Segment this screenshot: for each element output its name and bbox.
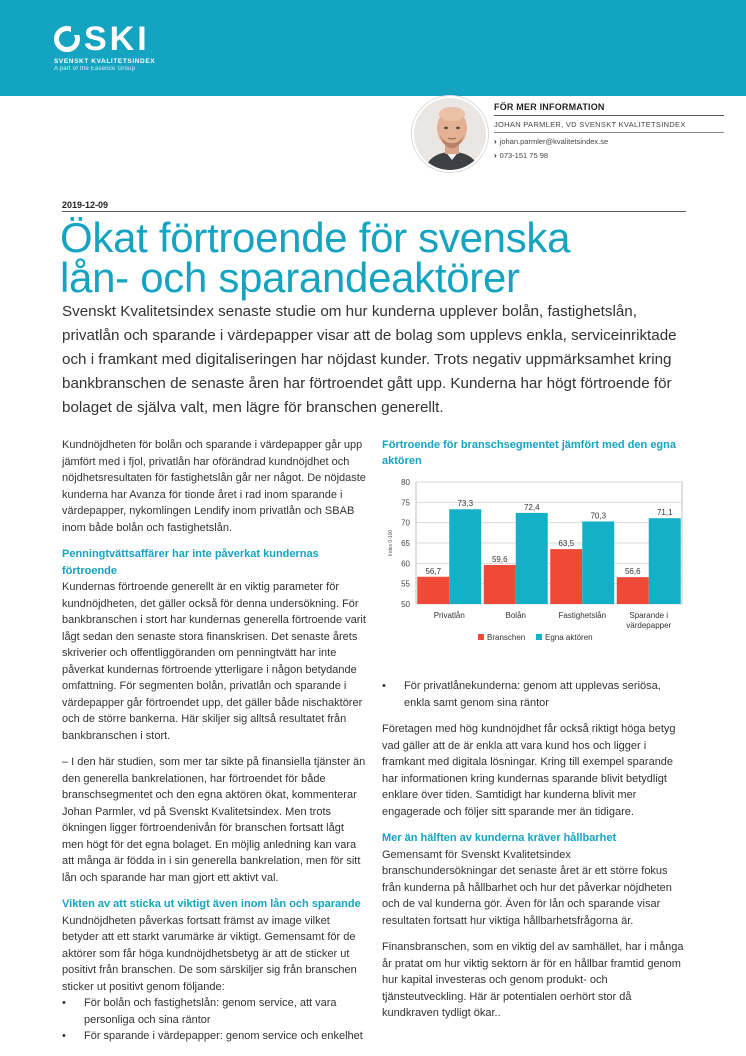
logo-subtitle: SVENSKT KVALITETSINDEX xyxy=(54,58,156,65)
legend-label: Egna aktören xyxy=(545,633,593,642)
y-tick-label: 60 xyxy=(401,559,410,569)
data-label: 63,5 xyxy=(558,539,575,549)
list-item xyxy=(62,1028,366,1045)
paragraph: Kundnöjdheten påverkas fortsatt främst av image vilket betyder att ett starkt varumärke är viktigt. Gemensamt för de aktörer som får höga kundnöjdhetsbetyg är att de sticker ut positivt från branschen. De som särskiljer sig från branschen sticker ut positivt genom följande: xyxy=(62,914,357,993)
legend-label: Branschen xyxy=(487,633,526,642)
section-heading: Vikten av att sticka ut viktigt även inom lån och sparande xyxy=(62,898,361,910)
list-item-text: För bolån och fastighetslån: genom service, att vara personliga och sina räntor xyxy=(84,997,337,1026)
data-label: 56,7 xyxy=(425,566,442,576)
x-tick-label: Sparande i xyxy=(629,611,669,620)
lead-paragraph: Svenskt Kvalitetsindex senaste studie om hur kunderna upplever bolån, fastighetslån, privatlån och sparande i värdepapper visar att de bolag som upplevs enkla, serviceinriktade och i framkant med digitaliseringen har nöjdast kunder. Trots negativ uppmärksamhet kring bankbranschen de senaste åren har förtroendet gått upp. Kunderna har högt förtroende för bolaget de själva valt, men lägre för branschen generellt. xyxy=(62,303,677,416)
logo-text: SKI xyxy=(84,20,150,58)
data-label: 70,3 xyxy=(590,511,607,521)
list-item-text: För privatlånekunderna: genom att upplevas seriösa, enkla samt genom sina räntor xyxy=(404,680,661,709)
data-label: 59,6 xyxy=(491,554,508,564)
list-item xyxy=(382,678,686,711)
y-axis-label: Index 0-100 xyxy=(388,529,394,557)
publication-date: 2019-12-09 xyxy=(62,200,109,210)
paragraph: Finansbranschen, som en viktig del av samhället, har i många år pratat om hur viktig sektorn är för en hållbar framtid genom hur kapital investeras och genom produkt- och tjänsteutveckling. Här är potentialen oerhört stor då kundkraven tydligt ökar.. xyxy=(382,941,684,1019)
bullet-icon: • xyxy=(62,997,66,1009)
bar-branschen xyxy=(417,577,449,604)
y-tick-label: 55 xyxy=(401,579,410,589)
y-tick-label: 65 xyxy=(401,539,410,548)
logo-tagline: A part of the Easence Group xyxy=(54,66,136,72)
bar-branschen xyxy=(550,549,582,604)
contact-phone-row xyxy=(494,150,724,161)
chevron-right-icon: › xyxy=(494,137,497,146)
portrait-image xyxy=(414,98,488,172)
paragraph: Kundernas förtroende generellt är en viktig parameter för kundnöjdheten, det gäller också för denna undersökning. För bankbranschen i stort har kundernas generella förtroende varit lågt sedan den senaste stora finanskrisen. Det senaste årets skriverier och offentliggöranden om penningtvätt har inte påverkat kundernas förtroende ytterligare i någon betydande omfattning. För segmenten bolån, privatlån och sparande i värdepapper går förtroendet upp, det gäller både nischaktörer och de större bankerna. Här skiljer sig alltså resultatet från bankbranschen i stort. xyxy=(62,581,366,742)
bar-egna-aktoren xyxy=(516,513,548,604)
bar-branschen xyxy=(484,565,516,604)
bar-egna-aktoren xyxy=(582,521,614,604)
bullet-icon: • xyxy=(382,680,386,692)
chevron-right-icon: › xyxy=(494,151,497,160)
legend-swatch xyxy=(536,634,542,640)
list-item xyxy=(62,995,366,1028)
logo-wordmark xyxy=(54,22,155,56)
contact-heading: FÖR MER INFORMATION xyxy=(494,101,724,116)
section-heading: Penningtvättsaffärer har inte påverkat kundernas förtroende xyxy=(62,548,319,577)
data-label: 73,3 xyxy=(457,499,474,509)
data-label: 72,4 xyxy=(523,502,540,512)
bullet-icon: • xyxy=(62,1030,66,1042)
divider xyxy=(62,211,686,212)
logo-ring-icon xyxy=(54,26,80,52)
left-column xyxy=(62,437,366,1045)
legend-swatch xyxy=(478,634,484,640)
y-tick-label: 50 xyxy=(401,600,410,609)
contact-name: JOHAN PARMLER, VD SVENSKT KVALITETSINDEX xyxy=(494,119,724,133)
paragraph: Företagen med hög kundnöjdhet får också riktigt höga betyg vad gäller att de är enkla att vara kund hos och ligger i framkant med digitala lösningar. Kring till exempel sparande har informationen kring kundernas sparande blivit betydligt enklare över tiden. Samtidigt har kunderna blivit mer engagerade och följer sitt sparande mer än tidigare. xyxy=(382,723,676,818)
bar-egna-aktoren xyxy=(649,518,681,604)
right-column xyxy=(382,678,686,1032)
title-line-1: Ökat förtroende för svenska xyxy=(60,214,571,261)
x-tick-label: värdepapper xyxy=(626,621,672,630)
page-title xyxy=(60,214,700,301)
bar-egna-aktoren xyxy=(449,509,481,604)
x-tick-label: Fastighetslån xyxy=(558,611,607,620)
paragraph: Kundnöjdheten för bolån och sparande i värdepapper går upp jämfört med i fjol, privatlån har oförändrad kundnöjdhet och nöjdhetsresultaten för fastighetslån går ner något. De nöjdaste kunderna har Avanza för tionde året i rad inom sparande i värdepapper, nykomlingen Lendify inom privatlån och SBAB inom både bolån och fastighetslån. xyxy=(62,439,366,534)
y-tick-label: 70 xyxy=(401,518,410,528)
contact-email[interactable]: johan.parmler@kvalitetsindex.se xyxy=(499,137,609,146)
trust-bar-chart xyxy=(382,474,686,676)
section-heading: Mer än hälften av kunderna kräver hållbarhet xyxy=(382,832,617,844)
chart-svg xyxy=(382,474,686,676)
y-tick-label: 75 xyxy=(401,498,410,508)
y-tick-label: 80 xyxy=(401,478,410,487)
contact-photo xyxy=(412,96,488,172)
data-label: 71,1 xyxy=(656,508,673,518)
x-tick-label: Privatlån xyxy=(433,611,465,620)
contact-phone: 073-151 75 98 xyxy=(499,151,549,160)
contact-email-row[interactable] xyxy=(494,136,724,147)
paragraph: Gemensamt för Svenskt Kvalitetsindex branschundersökningar det senaste året är ett större fokus från kunderna på hållbarhet och hur det påverkar nöjdheten och de val kunderna gör. Även för lån och sparande visar resultaten fortsatt hur viktiga hållbarhetsfrågorna är. xyxy=(382,848,672,927)
ski-logo xyxy=(54,22,155,72)
chart-title: Förtroende för branschsegmentet jämfört med den egna aktören xyxy=(382,439,676,467)
bar-branschen xyxy=(617,577,649,604)
paragraph: – I den här studien, som mer tar sikte på finansiella tjänster än den generella bankrelationen, har förtroendet för både branschsegmentet och den egna aktören ökat, kommenterar Johan Parmler, vd på Svenskt Kvalitetsindex. Men trots ökningen ligger förtroendenivån för branschen fortsatt lågt men högt för det egna bolaget. En möjlig anledning kan vara att många är födda in i sin generella bankrelation, men för sitt lån och sparande har man gjort ett aktivt val. xyxy=(62,756,366,884)
x-tick-label: Bolån xyxy=(505,611,526,620)
contact-info xyxy=(494,101,724,161)
list-item-text: För sparande i värdepapper: genom service och enkelhet xyxy=(84,1030,363,1042)
header-band xyxy=(0,0,746,96)
data-label: 56,6 xyxy=(624,567,641,577)
title-line-2: lån- och sparandeaktörer xyxy=(60,254,520,301)
